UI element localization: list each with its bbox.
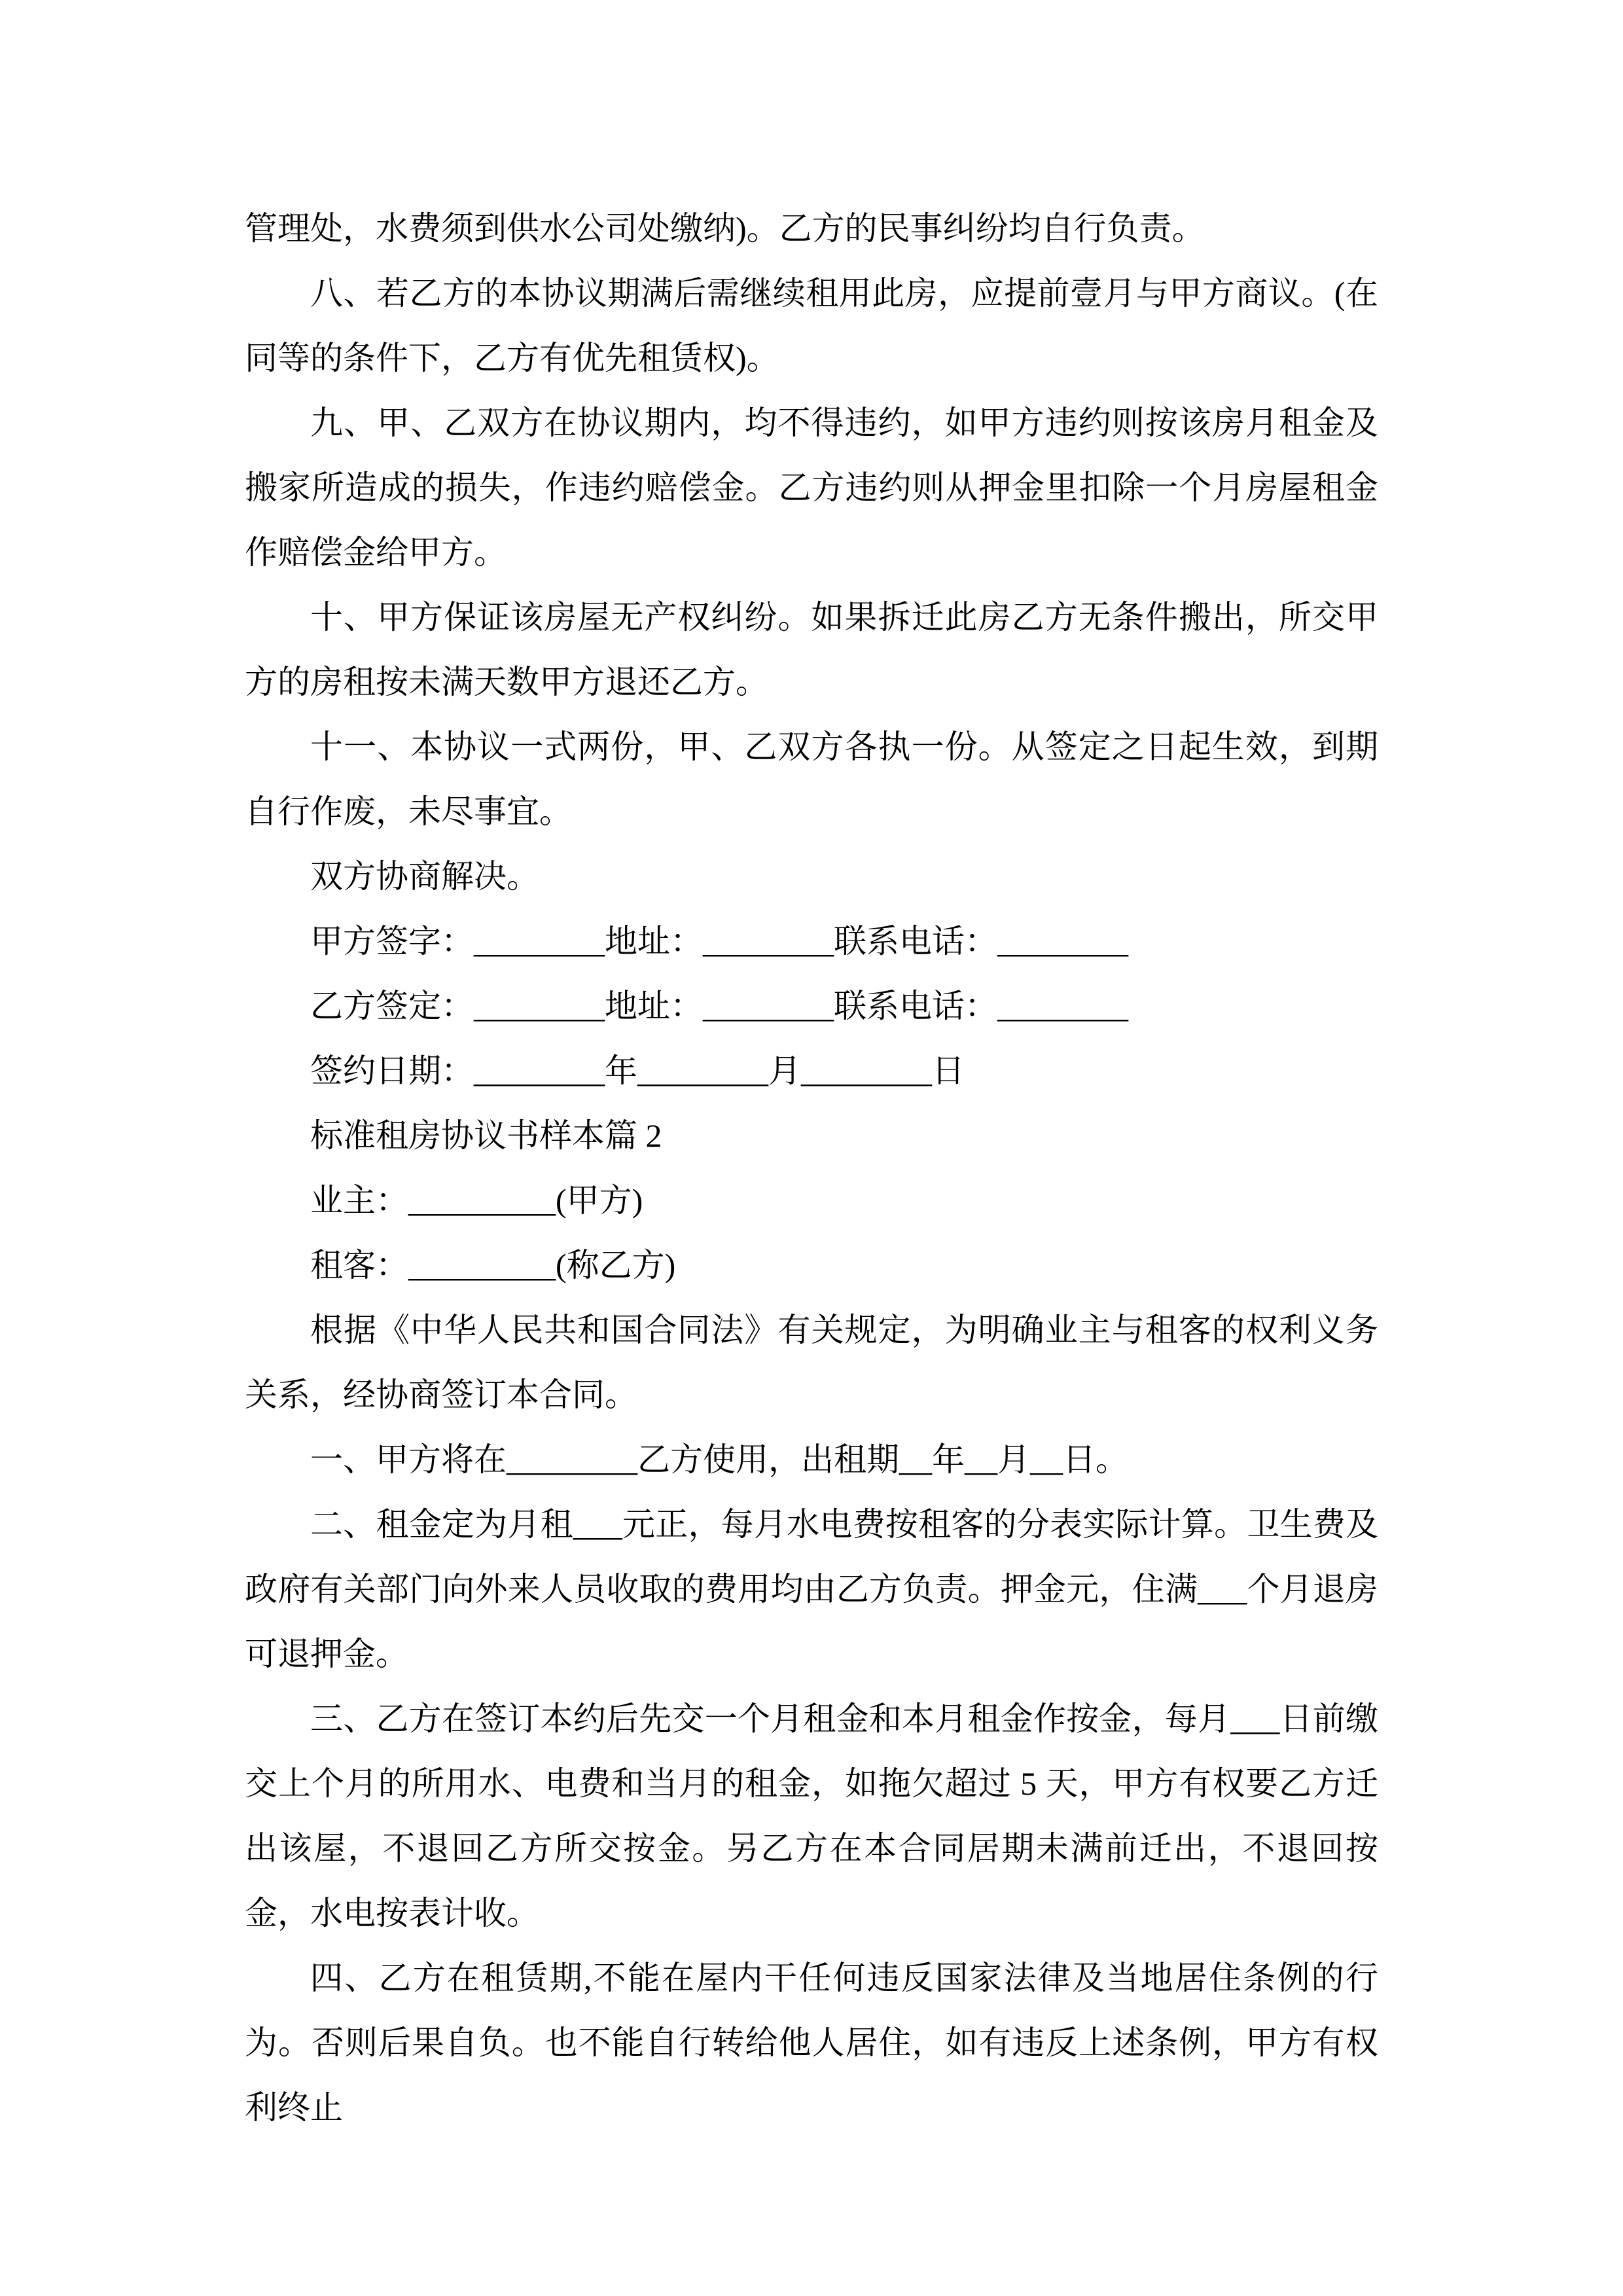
clause-3: 三、乙方在签订本约后先交一个月租金和本月租金作按金，每月___日前缴交上个月的所用水、电费和当月的租金，如拖欠超过 5 天，甲方有权要乙方迁出该屋，不退回乙方所交按金。另乙方在本合同居期未满前迁出，不退回按金，水电按表计收。 (245, 1700, 1378, 1931)
signing-date-row: 签约日期：________年________月________日 (310, 1052, 965, 1089)
preamble: 根据《中华人民共和国合同法》有关规定，为明确业主与租客的权利义务关系，经协商签订本合同。 (245, 1312, 1378, 1413)
clause-10: 十、甲方保证该房屋无产权纠纷。如果拆迁此房乙方无条件搬出，所交甲方的房租按未满天数甲方退还乙方。 (245, 599, 1378, 700)
negotiation-note: 双方协商解决。 (310, 858, 539, 895)
clause-9: 九、甲、乙双方在协议期内，均不得违约，如甲方违约则按该房月租金及搬家所造成的损失，作违约赔偿金。乙方违约则从押金里扣除一个月房屋租金作赔偿金给甲方。 (245, 404, 1378, 571)
clause-8: 八、若乙方的本协议期满后需继续租用此房，应提前壹月与甲方商议。(在同等的条件下，乙方有优先租赁权)。 (245, 275, 1378, 376)
party-a-signature-row: 甲方签字：________地址：________联系电话：________ (310, 923, 1128, 960)
document-body (245, 196, 1378, 2140)
sample-2-heading: 标准租房协议书样本篇 2 (310, 1117, 662, 1154)
clause-7-continuation: 管理处，水费须到供水公司处缴纳)。乙方的民事纠纷均自行负责。 (245, 210, 1205, 247)
clause-4-truncated: 四、乙方在租赁期,不能在屋内干任何违反国家法律及当地居住条例的行为。否则后果自负。也不能自行转给他人居住，如有违反上述条例，甲方有权利终止 (245, 1960, 1378, 2126)
clause-11: 十一、本协议一式两份，甲、乙双方各执一份。从签定之日起生效，到期自行作废，未尽事宜。 (245, 728, 1378, 830)
owner-row: 业主：_________(甲方) (310, 1182, 643, 1219)
tenant-row: 租客：_________(称乙方) (310, 1247, 676, 1283)
party-b-signature-row: 乙方签定：________地址：________联系电话：________ (310, 988, 1128, 1024)
clause-1: 一、甲方将在________乙方使用，出租期__年__月__日。 (310, 1441, 1128, 1478)
clause-2: 二、租金定为月租___元正，每月水电费按租客的分表实际计算。卫生费及政府有关部门向外来人员收取的费用均由乙方负责。押金元，住满___个月退房可退押金。 (245, 1506, 1378, 1672)
